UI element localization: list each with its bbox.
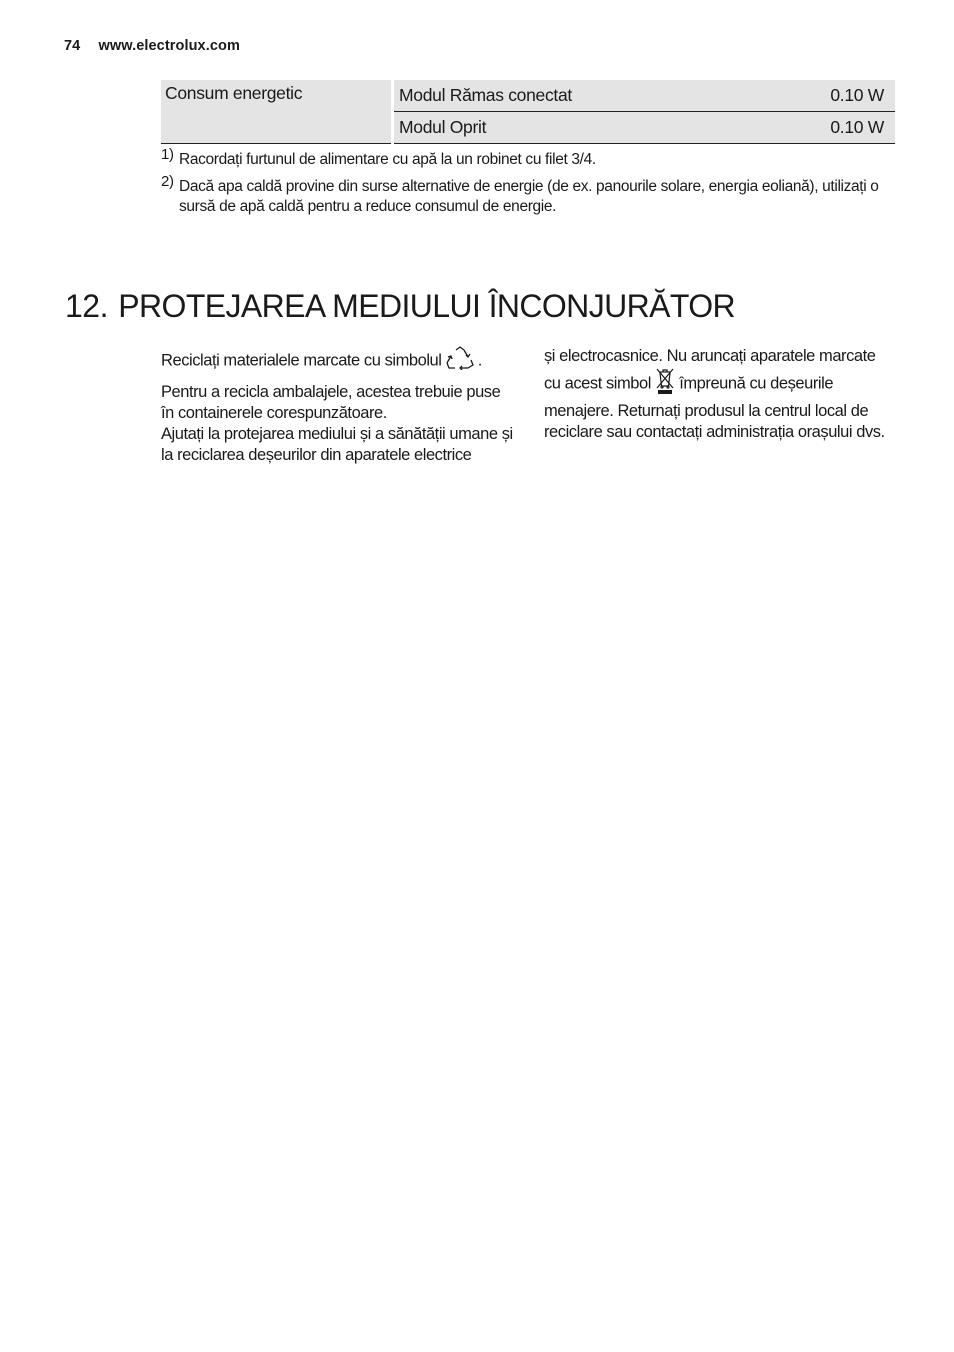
paragraph: Ajutați la protejarea mediului și a sănătății umane și la reciclarea deșeurilor din aparatele electrice — [161, 425, 513, 464]
crossed-bin-icon — [655, 367, 675, 401]
paragraph — [544, 367, 900, 401]
footnote-mark: 1) — [161, 146, 174, 163]
table-cell-mode: Modul Rămas conectat — [394, 80, 764, 112]
paragraph: menajere. Returnați produsul la centrul local de reciclare sau contactați administrația orașului dvs. — [544, 402, 885, 441]
paragraph — [161, 346, 517, 376]
footnotes — [161, 146, 901, 224]
table-row — [161, 80, 895, 112]
page-header — [64, 38, 240, 54]
weee-text: cu acest simbol — [544, 374, 651, 393]
paragraph: Pentru a recicla ambalajele, acestea trebuie puse în containerele corespunzătoare. — [161, 383, 501, 422]
section-title-text: PROTEJAREA MEDIULUI ÎNCONJURĂTOR — [118, 288, 736, 324]
table-cell-value: 0.10 W — [764, 80, 895, 112]
table-cell-value: 0.10 W — [764, 112, 895, 144]
paragraph: și electrocasnice. Nu aruncați aparatele marcate — [544, 347, 876, 365]
energy-consumption-table — [161, 80, 895, 144]
site-url: www.electrolux.com — [98, 38, 240, 54]
table-cell-mode: Modul Oprit — [394, 112, 764, 144]
footnote-text: Dacă apa caldă provine din surse alternative de energie (de ex. panourile solare, energia eoliană), utilizați o sursă de apă caldă pentru a reduce consumul de energie. — [179, 178, 879, 215]
section-number: 12. — [65, 288, 108, 324]
footnote-text: Racordați furtunul de alimentare cu apă la un robinet cu filet 3/4. — [179, 151, 596, 168]
footnote-mark: 2) — [161, 173, 174, 190]
table-row-label: Consum energetic — [161, 80, 391, 144]
weee-text-end: împreună cu deșeurile — [679, 374, 834, 393]
body-column-right — [544, 346, 900, 443]
page-number: 74 — [64, 38, 81, 54]
footnote — [161, 173, 901, 217]
recycle-text: Reciclați materialele marcate cu simbolul — [161, 351, 442, 370]
recycle-icon — [446, 346, 474, 376]
body-column-left — [161, 346, 517, 466]
footnote — [161, 146, 901, 170]
recycle-text-end: . — [477, 351, 482, 370]
section-title — [65, 288, 735, 325]
